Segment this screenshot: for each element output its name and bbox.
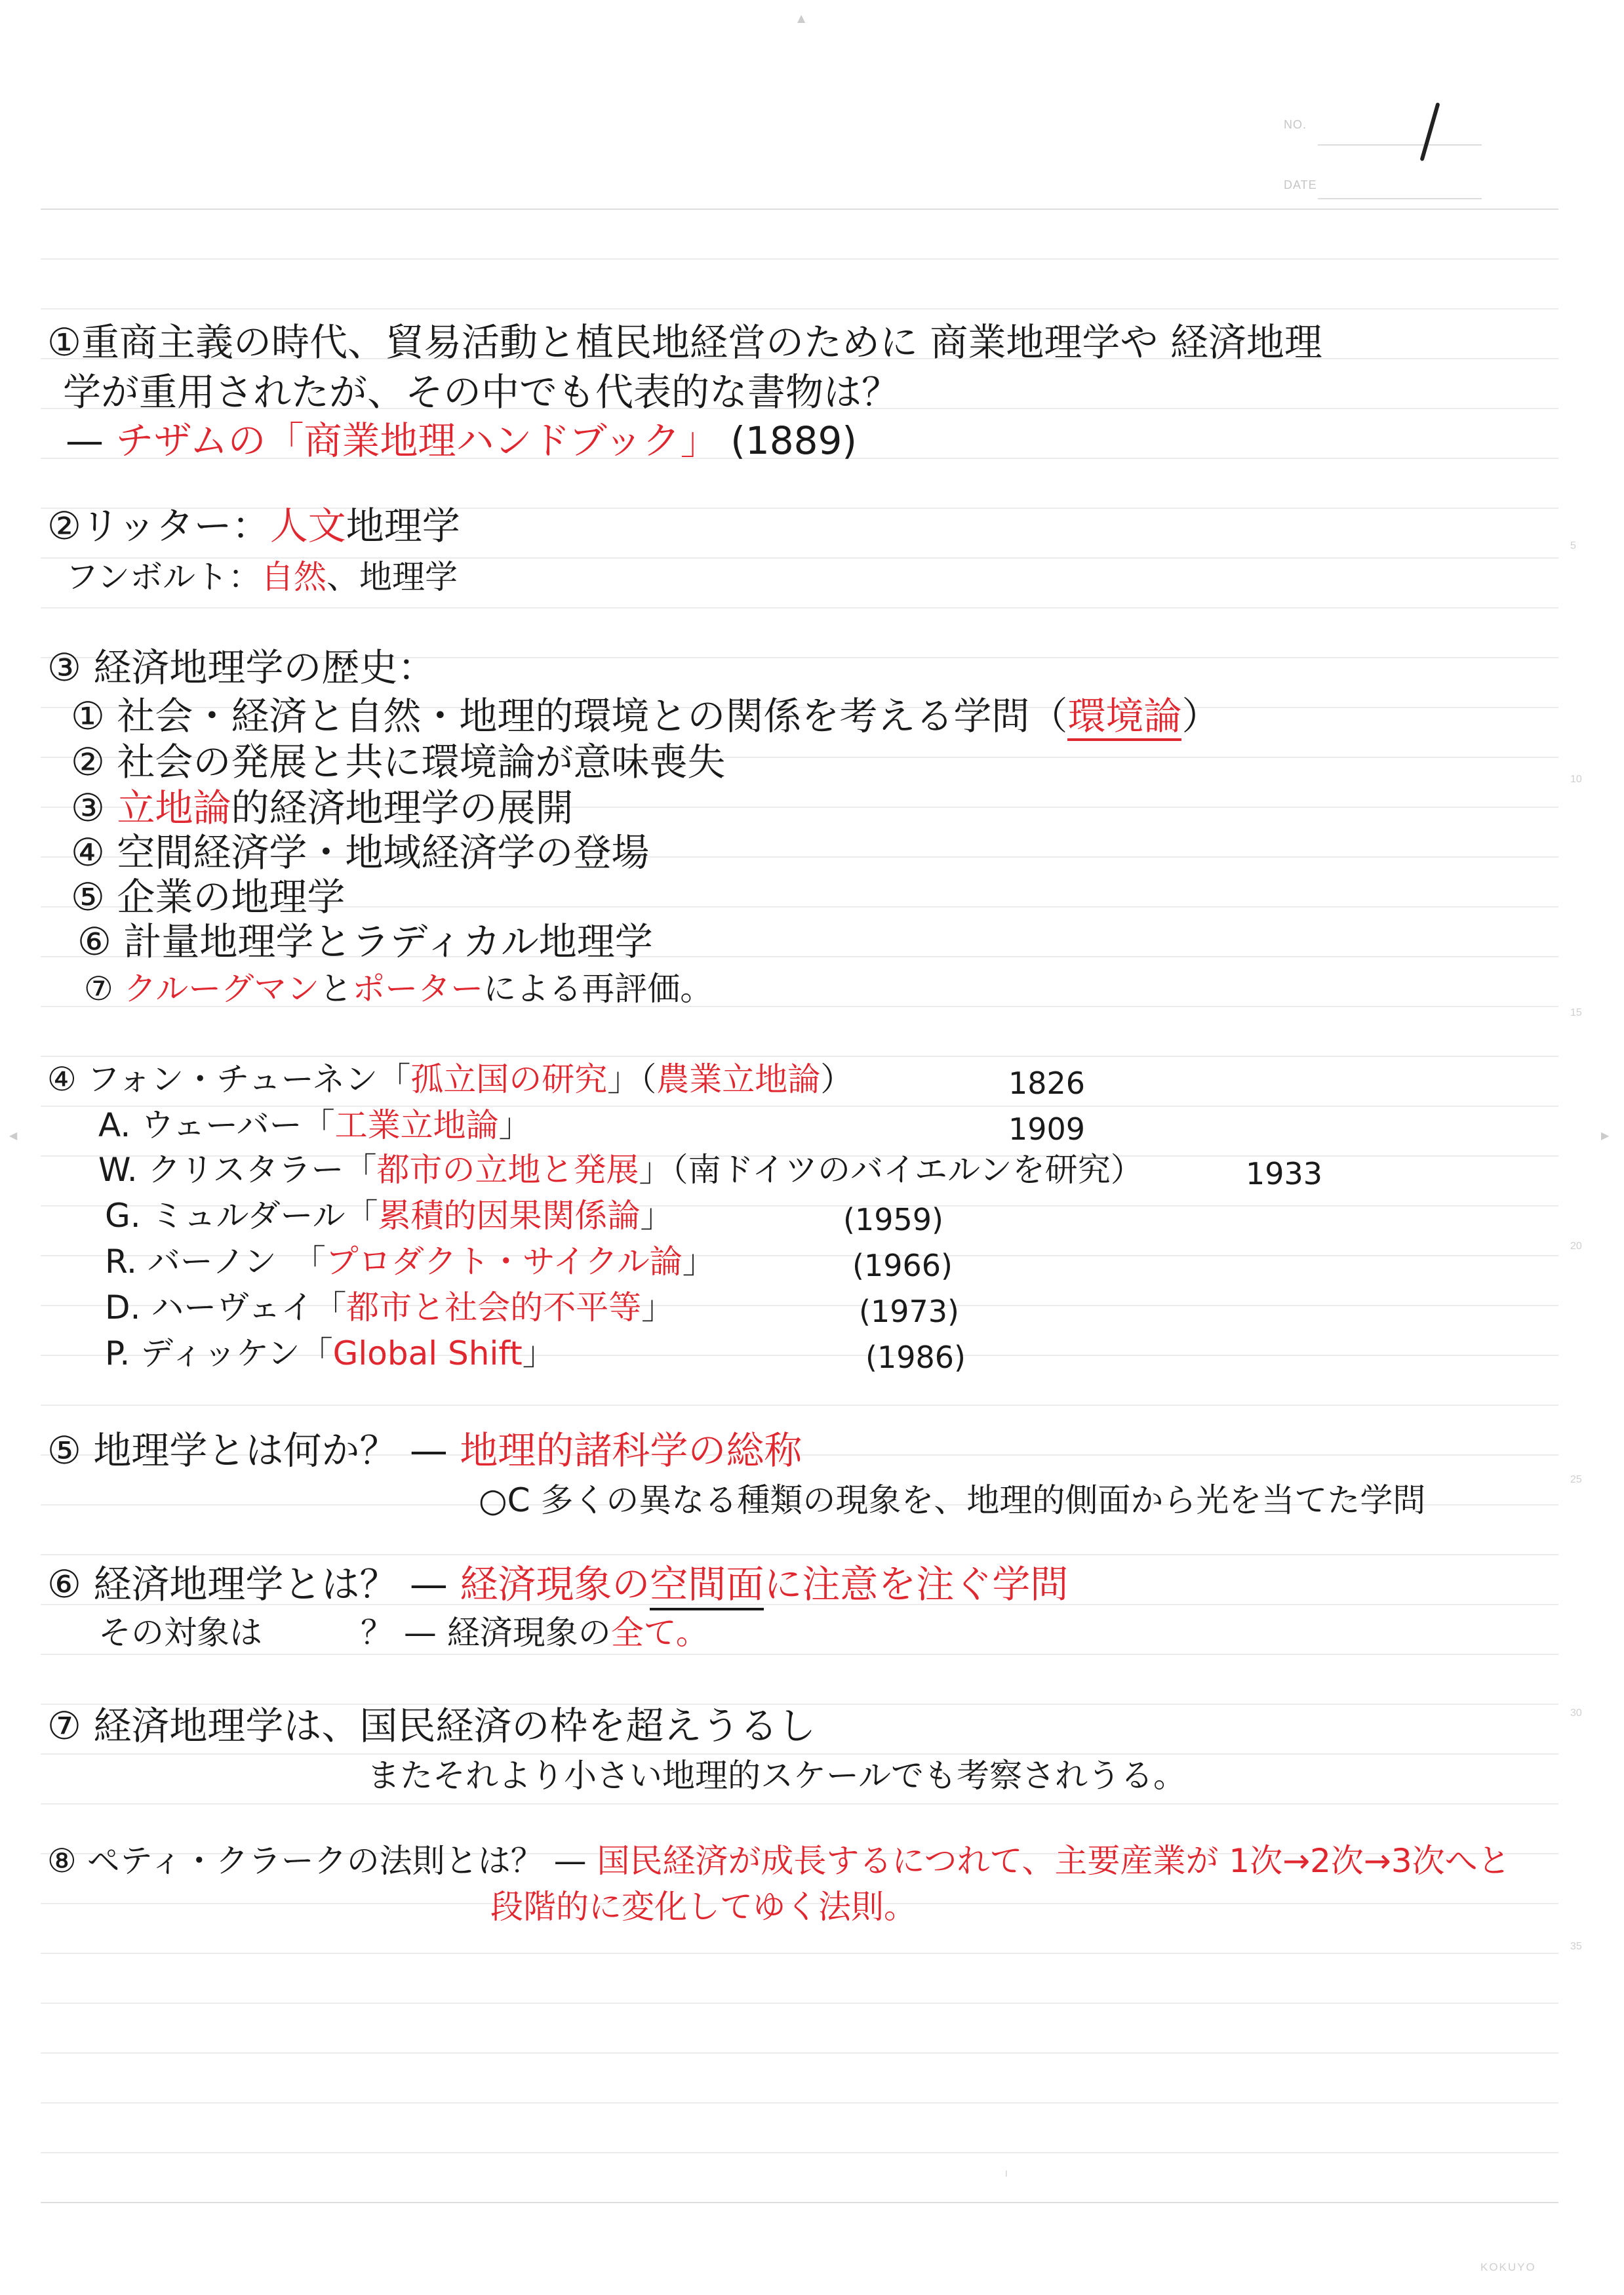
q4-close: 」 xyxy=(640,1197,673,1235)
q4-year: (1959) xyxy=(843,1202,943,1237)
ruled-line xyxy=(41,258,1558,260)
q4-work: 孤立国の研究 xyxy=(410,1060,608,1098)
q4-year: (1986) xyxy=(865,1340,966,1375)
q3-item xyxy=(77,921,653,963)
q4-year: 1909 xyxy=(1008,1111,1086,1147)
ruled-line xyxy=(41,2052,1558,2054)
q6-target-answer: 全て xyxy=(610,1614,676,1652)
q3-item-suffix: ） xyxy=(1181,694,1220,738)
q4-note-close: ） xyxy=(820,1060,854,1098)
q1-answer-dash: — xyxy=(66,418,116,463)
q4-work: プロダクト・サイクル論 xyxy=(325,1243,683,1281)
q4-row xyxy=(47,1058,853,1100)
q6-target-line xyxy=(98,1612,709,1654)
q5-answer: 地理的諸科学の総称 xyxy=(460,1428,802,1473)
header-divider xyxy=(41,209,1558,210)
q4-author: R. バーノン 「 xyxy=(105,1243,326,1281)
q4-work: 累積的因果関係論 xyxy=(378,1197,641,1235)
q5-line xyxy=(47,1429,802,1471)
margin-number: 15 xyxy=(1570,1007,1582,1018)
q3-item-text: ④ 空間経済学・地域経済学の登場 xyxy=(71,830,650,875)
margin-number: 10 xyxy=(1570,774,1582,785)
ruled-line xyxy=(41,607,1558,609)
q4-author: D. ハーヴェイ「 xyxy=(105,1288,347,1327)
q8-answer1: 国民経済が成長するにつれて、主要産業が 1次→2次→3次へと xyxy=(597,1842,1511,1880)
q4-close: 」 xyxy=(498,1106,532,1144)
q3-item-text: ⑦ xyxy=(84,970,124,1008)
q2-ritter-line xyxy=(47,505,460,547)
q4-close: 」 xyxy=(682,1243,715,1281)
q2-ritter-red: 人文 xyxy=(269,504,346,548)
q3-item-text: ③ xyxy=(71,786,117,830)
q6-target-end: 。 xyxy=(675,1614,709,1652)
q3-item xyxy=(71,876,345,918)
q4-work: Global Shift xyxy=(332,1334,523,1372)
q4-year: 1933 xyxy=(1246,1156,1323,1191)
q8-question: ⑧ ペティ・クラークの法則とは？ — xyxy=(47,1842,597,1880)
q7-line1: ⑦ 経済地理学は、国民経済の枠を超えうるし xyxy=(47,1704,816,1748)
q4-work: 工業立地論 xyxy=(334,1106,499,1144)
q3-item-text: ② 社会の発展と共に環境論が意味喪失 xyxy=(71,740,726,784)
q2-humboldt-rest: 、地理学 xyxy=(327,558,458,596)
q3-item xyxy=(84,968,713,1010)
q3-item xyxy=(71,831,649,873)
q6-answer-a: 経済現象の xyxy=(460,1562,650,1606)
q3-item-red: 環境論 xyxy=(1067,694,1181,741)
q6-answer-b: 空間面 xyxy=(650,1562,764,1610)
brand-logo: KOKUYO xyxy=(1480,2261,1536,2273)
q6-answer-c: に注意を注ぐ学問 xyxy=(764,1562,1069,1606)
q4-row xyxy=(98,1104,532,1146)
date-field-line xyxy=(1318,198,1482,199)
q1-line2: 学が重用されたが、その中でも代表的な書物は？ xyxy=(63,370,900,414)
q2-humboldt-line xyxy=(66,556,458,598)
q2-humboldt: フンボルト： xyxy=(66,558,261,596)
q2-ritter: ②リッター： xyxy=(47,504,270,548)
q4-work: 都市と社会的不平等 xyxy=(346,1288,642,1327)
q4-row xyxy=(105,1332,555,1374)
ruled-line xyxy=(41,308,1558,309)
ruled-line xyxy=(41,2102,1558,2104)
q3-item-red: 立地論 xyxy=(117,786,231,830)
ruled-line xyxy=(41,1405,1558,1406)
q4-close: 」 xyxy=(522,1334,555,1372)
ruled-line xyxy=(41,2152,1558,2153)
q3-item xyxy=(71,787,573,829)
q3-item xyxy=(71,741,725,783)
q3-item-suffix: と xyxy=(319,970,353,1008)
q4-author: P. ディッケン「 xyxy=(105,1334,333,1372)
q8-answer2: 段階的に変化してゆく法則。 xyxy=(490,1888,917,1926)
q4-row xyxy=(98,1149,1143,1191)
q3-item-text: ① 社会・経済と自然・地理的環境との関係を考える学問（ xyxy=(71,694,1068,738)
q1-answer-line xyxy=(66,420,857,462)
q5-question: ⑤ 地理学とは何か？ — xyxy=(47,1428,460,1473)
ruled-line xyxy=(41,1654,1558,1655)
q1-answer: チザムの「商業地理ハンドブック」 xyxy=(115,418,719,463)
top-tick-mark: ▲ xyxy=(797,12,806,24)
margin-number: 20 xyxy=(1570,1241,1582,1252)
q4-year: 1826 xyxy=(1008,1066,1086,1101)
margin-number: 25 xyxy=(1570,1474,1582,1485)
q6-target-question: その対象は ？ — 経済現象の xyxy=(98,1614,611,1652)
q4-author: ④ フォン・チューネン「 xyxy=(47,1060,411,1098)
left-tick-mark: ◀ xyxy=(9,1129,18,1142)
q4-close: 」（ xyxy=(607,1060,657,1098)
q4-author: A. ウェーバー「 xyxy=(98,1106,335,1144)
q4-year: (1966) xyxy=(852,1248,953,1283)
date-label: DATE xyxy=(1284,178,1317,191)
ruled-line xyxy=(41,1953,1558,1954)
page-number-handwritten xyxy=(1419,102,1440,161)
q4-close: 」（南ドイツのバイエルンを研究） xyxy=(639,1151,1143,1189)
q1-answer-year: (1889) xyxy=(730,418,858,463)
ruled-line xyxy=(41,1803,1558,1805)
margin-number: 5 xyxy=(1570,540,1576,551)
q8-line xyxy=(47,1840,1511,1882)
q2-ritter-rest: 地理学 xyxy=(346,504,460,548)
footer-divider xyxy=(41,2202,1558,2203)
ruled-line xyxy=(41,2003,1558,2004)
q2-humboldt-red: 自然 xyxy=(261,558,327,596)
q4-row xyxy=(105,1195,673,1237)
q3-item-red2: ポーター xyxy=(352,970,484,1008)
q4-row xyxy=(105,1287,674,1328)
bottom-tick-mark: ╵ xyxy=(1003,2170,1010,2183)
ruled-line xyxy=(41,1056,1558,1057)
q4-author: W. クリスタラー「 xyxy=(98,1151,377,1189)
q6-line xyxy=(47,1563,1068,1605)
q3-item-suffix2: による再評価。 xyxy=(483,970,713,1008)
q4-row xyxy=(105,1241,715,1283)
margin-number: 30 xyxy=(1570,1707,1582,1719)
q4-author: G. ミュルダール「 xyxy=(105,1197,378,1235)
q7-line2: またそれより小さい地理的スケールでも考察されうる。 xyxy=(367,1757,1186,1795)
q4-close: 」 xyxy=(641,1288,675,1327)
q3-item-text: ⑥ 計量地理学とラディカル地理学 xyxy=(77,919,653,964)
q4-work: 都市の立地と発展 xyxy=(376,1151,639,1189)
q4-note: 農業立地論 xyxy=(656,1060,821,1098)
margin-number: 35 xyxy=(1570,1941,1582,1952)
q4-year: (1973) xyxy=(859,1294,959,1329)
q3-item-red: クルーグマン xyxy=(123,970,320,1008)
q3-item xyxy=(71,695,1219,737)
q6-question: ⑥ 経済地理学とは？ — xyxy=(47,1562,460,1606)
q5-detail: ○C 多くの異なる種類の現象を、地理的側面から光を当てた学問 xyxy=(479,1481,1426,1519)
no-label: NO. xyxy=(1284,118,1307,131)
ruled-line xyxy=(41,1554,1558,1555)
no-field-line xyxy=(1318,144,1482,146)
q3-title: ③ 経済地理学の歴史： xyxy=(47,645,436,690)
q1-line1: ①重商主義の時代、貿易活動と植民地経営のために 商業地理学や 経済地理 xyxy=(47,320,1322,365)
q3-item-text: ⑤ 企業の地理学 xyxy=(71,875,346,919)
right-tick-mark: ▶ xyxy=(1601,1129,1610,1142)
q3-item-suffix: 的経済地理学の展開 xyxy=(231,786,574,830)
